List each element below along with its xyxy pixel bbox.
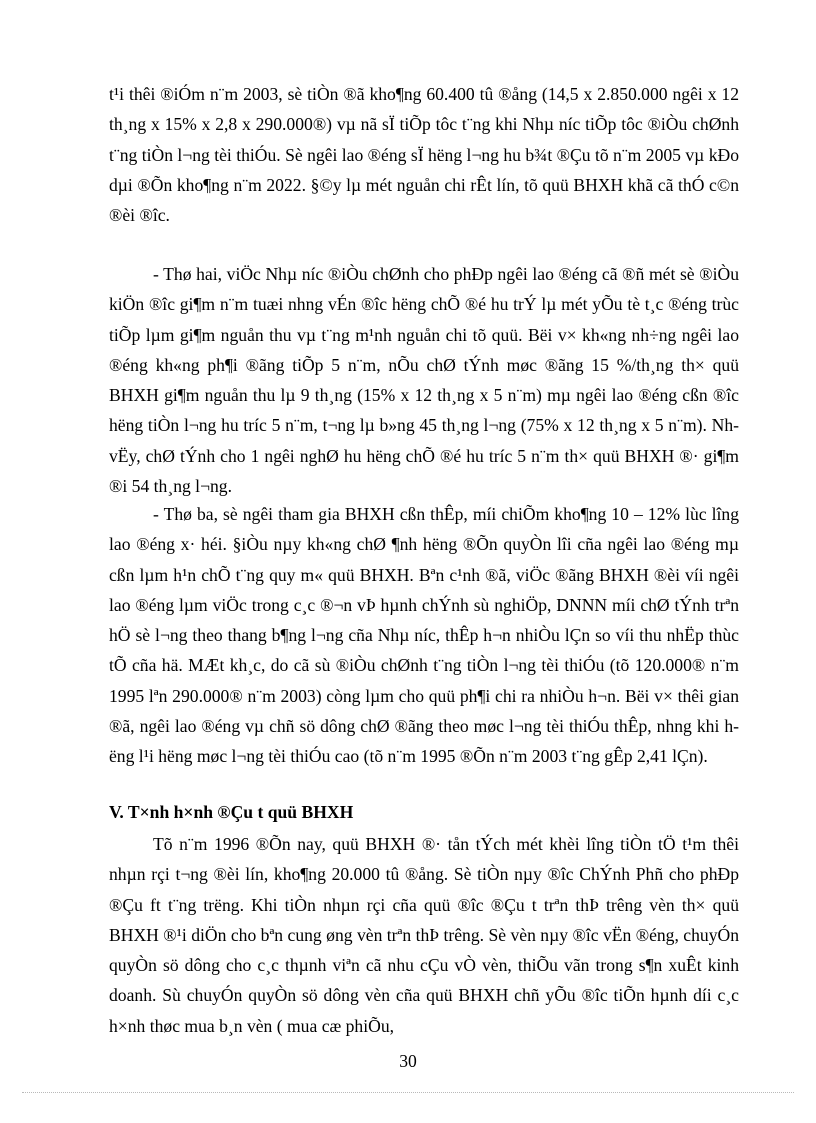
section-heading: V. T×nh h×nh ®Çu t quü BHXH xyxy=(109,802,354,822)
paragraph-second-point: - Thø hai, viÖc Nhµ níc ®iÒu chØnh cho phÐp ngêi lao ®éng cã ®ñ mét sè ®iÒu kiÖn ®îc gi¶m n¨m tuæi nhng vÉn ®îc hëng chÕ ®é hu trÝ lµ mét yÕu tè t¸c ®éng trùc tiÕp lµm gi¶m nguån thu vµ t¨ng m¹nh nguån chi tõ quü. Bëi v× kh«ng nh÷ng ngêi lao ®éng kh«ng ph¶i ®ãng tiÕp 5 n¨m, nÕu chØ tÝnh møc ®ãng 15 %/th¸ng th× quü BHXH gi¶m nguån thu lµ 9 th¸ng (15% x 12 th¸ng x 5 n¨m) mµ ngêi lao ®éng cßn ®îc hëng tiÒn l¬ng hu tríc 5 n¨m, t¬ng lµ b»ng 45 th¸ng l¬ng (75% x 12 th¸ng x 5 n¨m). Nh vËy, chØ tÝnh cho 1 ngêi nghØ hu hëng chÕ ®é hu tríc 5 n¨m th× quü BHXH ®· gi¶m ®i 54 th¸ng l¬ng. xyxy=(109,264,739,497)
footer-dotted-rule xyxy=(22,1092,794,1093)
paragraph-continuation: t¹i thêi ®iÓm n¨m 2003, sè tiÒn ®ã kho¶ng 60.400 tû ®ång (14,5 x 2.850.000 ngêi x 12 th¸ng x 15% x 2,8 x 290.000®) vµ nã sÏ tiÕp tôc t¨ng khi Nhµ níc tiÕp tôc ®iÒu chØnh t¨ng tiÒn l¬ng tèi thiÓu. Sè ngêi lao ®éng sÏ hëng l¬ng hu b¾t ®Çu tõ n¨m 2005 vµ kÐo dµi ®Õn kho¶ng n¨m 2022. §©y lµ mét nguån chi rÊt lín, tõ quü BHXH khã cã thÓ c©n ®èi ®îc. xyxy=(109,84,739,226)
paragraph-third-point: - Thø ba, sè ngêi tham gia BHXH cßn thÊp, míi chiÕm kho¶ng 10 – 12% lùc lîng lao ®éng x· héi. §iÒu nµy kh«ng chØ ¶nh hëng ®Õn quyÒn lîi cña ngêi lao ®éng mµ cßn lµm h¹n chÕ t¨ng quy m« quü BHXH. Bªn c¹nh ®ã, viÖc ®ãng BHXH ®èi víi ngêi lao ®éng lµm viÖc trong c¸c ®¬n vÞ hµnh chÝnh sù nghiÖp, DNNN míi chØ tÝnh trªn hÖ sè l¬ng theo thang b¶ng l¬ng cña Nhµ níc, thÊp h¬n nhiÒu lÇn so víi thu nhËp thùc tÕ cña hä. MÆt kh¸c, do cã sù ®iÒu chØnh t¨ng tiÒn l¬ng tèi thiÓu (tõ 120.000® n¨m 1995 lªn 290.000® n¨m 2003) còng lµm cho quü ph¶i chi ra nhiÒu h¬n. Bëi v× thêi gian ®ã, ngêi lao ®éng vµ chñ sö dông chØ ®ãng theo møc l¬ng tèi thiÓu thÊp, nhng khi hëng l¹i hëng møc l¬ng tèi thiÓu cao (tõ n¨m 1995 ®Õn n¨m 2003 t¨ng gÊp 2,41 lÇn). xyxy=(109,504,739,767)
section-paragraph: Tõ n¨m 1996 ®Õn nay, quü BHXH ®· tån tÝch mét khèi lîng tiÒn tÖ t¹m thêi nhµn rçi t¬ng ®èi lín, kho¶ng 20.000 tû ®ång. Sè tiÒn nµy ®îc ChÝnh Phñ cho phÐp ®Çu ft t¨ng trëng. Khi tiÒn nhµn rçi cña quü ®îc ®Çu t trªn thÞ trêng vèn th× quü BHXH ®¹i diÖn cho bªn cung øng vèn trªn thÞ trêng. Sè vèn nµy ®îc vËn ®éng, chuyÓn quyÒn sö dông cho c¸c thµnh viªn cã nhu cÇu vÒ vèn, thiÕu vãn trong s¶n xuÊt kinh doanh. Sù chuyÓn quyÒn sö dông vèn cña quü BHXH chñ yÕu ®îc tiÕn hµnh díi c¸c h×nh thøc mua b¸n vèn ( mua cæ phiÕu, xyxy=(109,834,739,1036)
page-number: 30 xyxy=(399,1051,417,1071)
